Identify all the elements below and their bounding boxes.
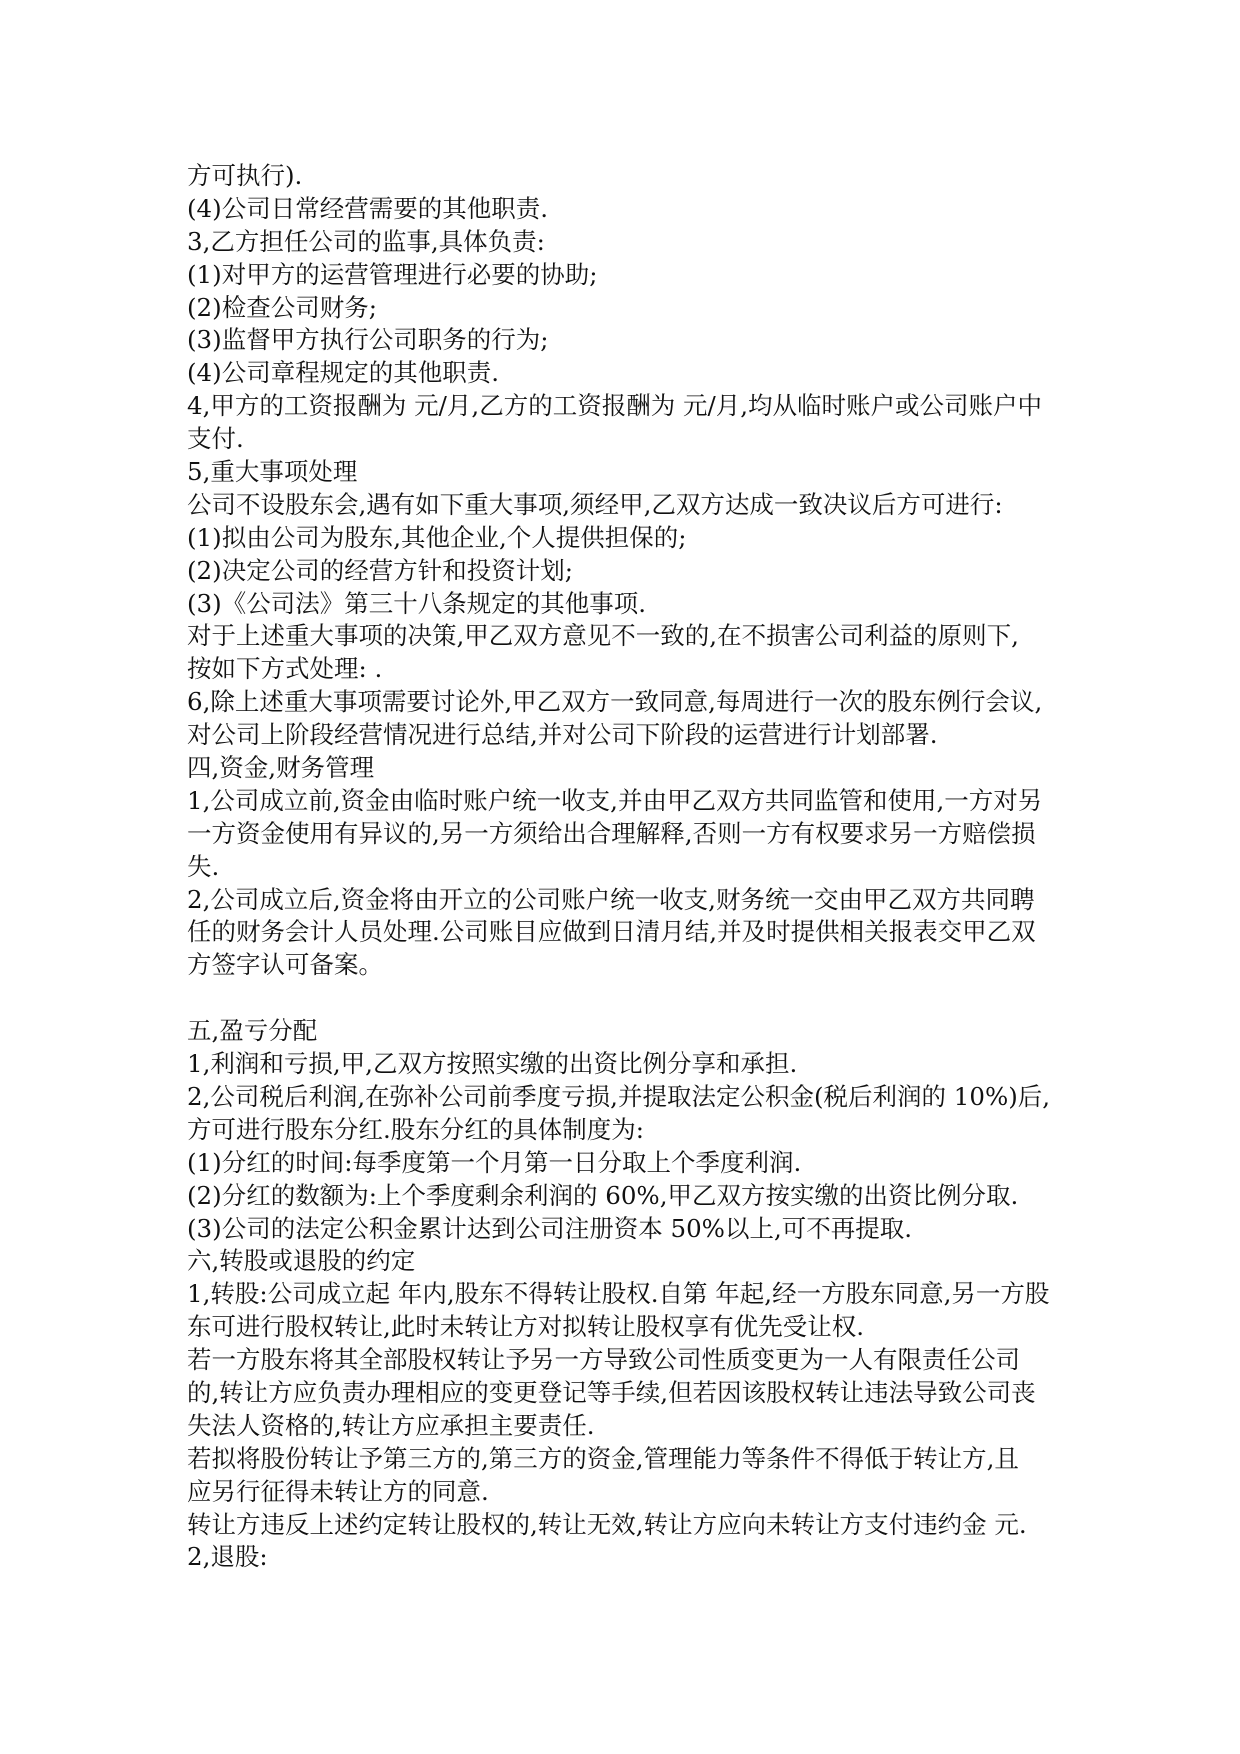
text-line: 4,甲方的工资报酬为 元/月,乙方的工资报酬为 元/月,均从临时账户或公司账户中 (187, 391, 1043, 421)
text-line: 东可进行股权转让,此时未转让方对拟转让股权享有优先受让权. (187, 1312, 865, 1342)
text-line: 按如下方式处理: . (187, 654, 383, 684)
text-line: 公司不设股东会,遇有如下重大事项,须经甲,乙双方达成一致决议后方可进行: (187, 489, 1003, 519)
text-line: 若拟将股份转让予第三方的,第三方的资金,管理能力等条件不得低于转让方,且 (187, 1443, 1019, 1473)
text-line: 方可进行股东分红.股东分红的具体制度为: (187, 1114, 645, 1144)
text-line: 失法人资格的,转让方应承担主要责任. (187, 1410, 595, 1440)
text-line: 六,转股或退股的约定 (187, 1246, 416, 1276)
text-line: 1,转股:公司成立起 年内,股东不得转让股权.自第 年起,经一方股东同意,另一方股 (187, 1279, 1050, 1309)
document-body (187, 160, 1067, 1574)
blank-line (187, 982, 1067, 1015)
text-line: 方可执行). (187, 161, 303, 190)
text-line: (3)监督甲方执行公司职务的行为; (187, 325, 549, 355)
text-line: (2)决定公司的经营方针和投资计划; (187, 555, 573, 585)
text-line: 5,重大事项处理 (187, 457, 358, 487)
text-line: 任的财务会计人员处理.公司账目应做到日清月结,并及时提供相关报表交甲乙双 (187, 917, 1036, 947)
text-line: 1,公司成立前,资金由临时账户统一收支,并由甲乙双方共同监管和使用,一方对另 (187, 785, 1043, 815)
text-line: (2)检查公司财务; (187, 292, 377, 322)
text-line: 1,利润和亏损,甲,乙双方按照实缴的出资比例分享和承担. (187, 1049, 798, 1079)
text-line: (3)《公司法》第三十八条规定的其他事项. (187, 588, 646, 618)
text-line: 2,退股: (187, 1542, 268, 1572)
text-line: 五,盈亏分配 (187, 1016, 318, 1046)
text-line: 若一方股东将其全部股权转让予另一方导致公司性质变更为一人有限责任公司 (187, 1345, 1020, 1375)
text-line: 一方资金使用有异议的,另一方须给出合理解释,否则一方有权要求另一方赔偿损 (187, 818, 1036, 848)
text-line: 失. (187, 851, 220, 881)
text-line: 6,除上述重大事项需要讨论外,甲乙双方一致同意,每周进行一次的股东例行会议, (187, 687, 1043, 717)
text-line: 2,公司成立后,资金将由开立的公司账户统一收支,财务统一交由甲乙双方共同聘 (187, 884, 1035, 914)
text-line: 支付. (187, 424, 244, 454)
text-line: 的,转让方应负责办理相应的变更登记等手续,但若因该股权转让违法导致公司丧 (187, 1377, 1036, 1407)
text-line: (1)对甲方的运营管理进行必要的协助; (187, 259, 598, 289)
text-line: (4)公司章程规定的其他职责. (187, 358, 499, 388)
text-line: (3)公司的法定公积金累计达到公司注册资本 50%以上,可不再提取. (187, 1213, 913, 1243)
text-line: 方签字认可备案。 (187, 950, 383, 980)
text-line: 对于上述重大事项的决策,甲乙双方意见不一致的,在不损害公司利益的原则下, (187, 621, 1019, 651)
text-line: 四,资金,财务管理 (187, 753, 375, 783)
text-line: 对公司上阶段经营情况进行总结,并对公司下阶段的运营进行计划部署. (187, 720, 938, 750)
text-line: 3,乙方担任公司的监事,具体负责: (187, 226, 545, 256)
text-line: 转让方违反上述约定转让股权的,转让无效,转让方应向未转让方支付违约金 元. (187, 1509, 1027, 1539)
text-line: (4)公司日常经营需要的其他职责. (187, 193, 548, 223)
text-line: (2)分红的数额为:上个季度剩余利润的 60%,甲乙双方按实缴的出资比例分取. (187, 1180, 1019, 1210)
text-line: 2,公司税后利润,在弥补公司前季度亏损,并提取法定公积金(税后利润的 10%)后, (187, 1081, 1051, 1111)
text-line: (1)拟由公司为股东,其他企业,个人提供担保的; (187, 522, 687, 552)
text-line: 应另行征得未转让方的同意. (187, 1476, 489, 1506)
text-line: (1)分红的时间:每季度第一个月第一日分取上个季度利润. (187, 1147, 802, 1177)
